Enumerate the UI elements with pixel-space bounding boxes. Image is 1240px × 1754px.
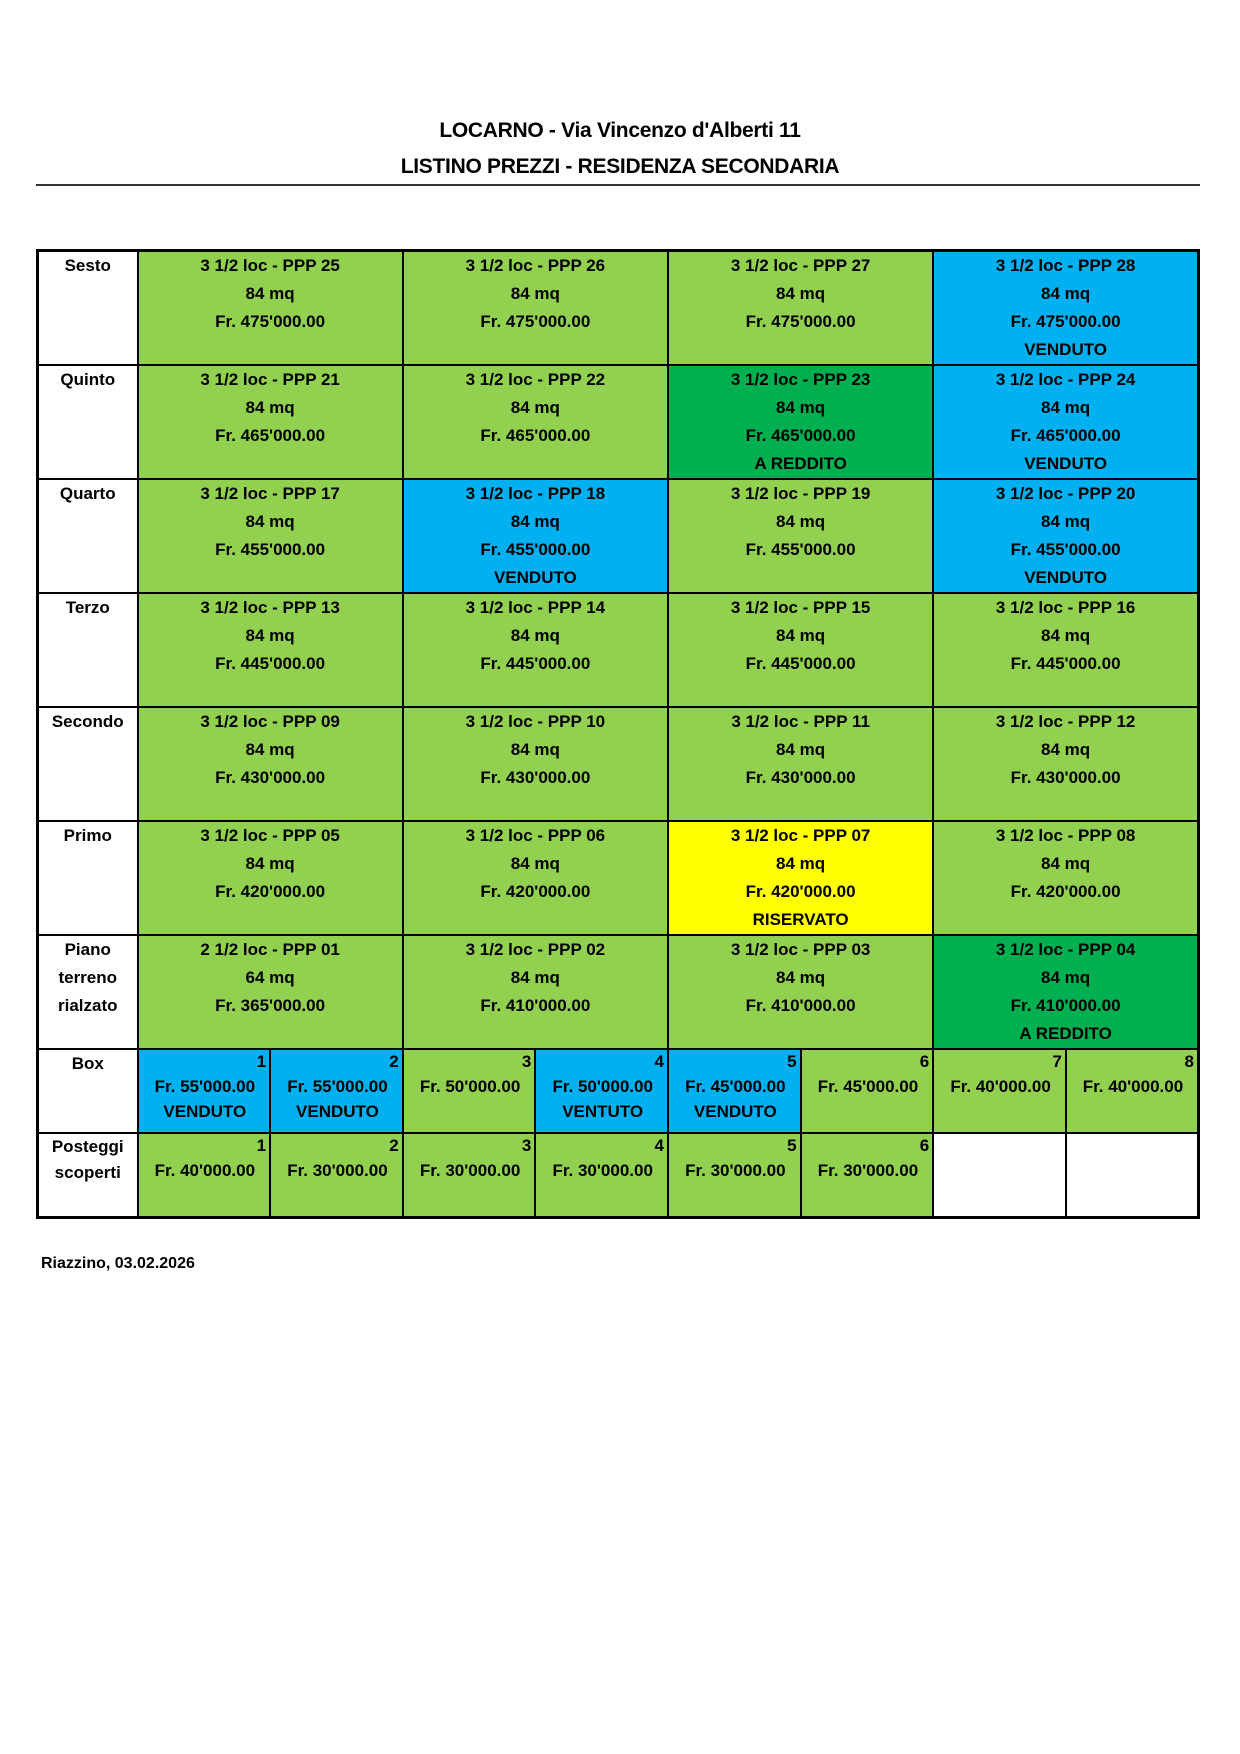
unit-cell[interactable] (138, 251, 403, 366)
unit-type: 3 1/2 loc - PPP 23 (730, 370, 871, 389)
unit-price: Fr. 445'000.00 (745, 654, 856, 673)
unit-cell[interactable] (668, 935, 933, 1049)
unit-type: 3 1/2 loc - PPP 15 (730, 598, 871, 617)
unit-status (404, 678, 667, 706)
parking-cell[interactable] (138, 1133, 271, 1218)
unit-price: Fr. 430'000.00 (215, 768, 326, 787)
unit-price: Fr. 465'000.00 (480, 426, 591, 445)
unit-type: 3 1/2 loc - PPP 27 (730, 256, 871, 275)
box-price: Fr. 40'000.00 (950, 1077, 1051, 1096)
parking-label (38, 1133, 138, 1218)
box-price: Fr. 45'000.00 (817, 1077, 919, 1096)
unit-type: 3 1/2 loc - PPP 17 (200, 484, 340, 503)
unit-area: 84 mq (776, 626, 826, 645)
unit-status: A REDDITO (1019, 1024, 1112, 1043)
unit-area: 84 mq (1041, 512, 1091, 531)
box-row (38, 1049, 1199, 1133)
floor-row (38, 479, 1199, 593)
unit-cell[interactable] (138, 593, 403, 707)
unit-type: 3 1/2 loc - PPP 09 (200, 712, 340, 731)
parking-price: Fr. 40'000.00 (154, 1161, 256, 1180)
floor-label-line: Piano (64, 940, 111, 959)
unit-price: Fr. 365'000.00 (215, 996, 326, 1015)
box-cell[interactable] (403, 1049, 536, 1133)
box-status: VENDUTO (296, 1102, 379, 1121)
parking-cell[interactable] (403, 1133, 536, 1218)
unit-status (139, 1020, 402, 1048)
box-number: 7 (1052, 1052, 1062, 1071)
parking-price: Fr. 30'000.00 (817, 1161, 919, 1180)
price-list-table (36, 249, 1200, 1219)
parking-number (1067, 1134, 1197, 1158)
parking-price: Fr. 30'000.00 (419, 1161, 521, 1180)
parking-cell[interactable] (270, 1133, 403, 1218)
unit-cell[interactable] (933, 479, 1198, 593)
unit-price: Fr. 445'000.00 (1010, 654, 1121, 673)
unit-area: 84 mq (245, 740, 295, 759)
floor-label-line: rialzato (57, 996, 118, 1015)
unit-cell[interactable] (668, 707, 933, 821)
unit-area: 84 mq (510, 740, 560, 759)
unit-status (669, 1020, 932, 1048)
unit-cell[interactable] (933, 707, 1198, 821)
unit-price: Fr. 410'000.00 (745, 996, 856, 1015)
floor-label: Primo (38, 821, 138, 935)
unit-area: 84 mq (1041, 398, 1091, 417)
unit-price: Fr. 455'000.00 (745, 540, 856, 559)
document-title: LOCARNO - Via Vincenzo d'Alberti 11 (439, 119, 801, 142)
box-price: Fr. 50'000.00 (419, 1077, 521, 1096)
parking-label-line: Posteggi (51, 1137, 124, 1156)
box-cell[interactable] (270, 1049, 403, 1133)
unit-type: 3 1/2 loc - PPP 03 (730, 940, 871, 959)
parking-number: 1 (256, 1136, 267, 1155)
unit-price: Fr. 465'000.00 (1010, 426, 1121, 445)
unit-cell[interactable] (403, 251, 668, 366)
unit-cell[interactable] (668, 479, 933, 593)
unit-area: 84 mq (776, 512, 826, 531)
box-cell[interactable] (668, 1049, 801, 1133)
unit-price: Fr. 465'000.00 (215, 426, 326, 445)
box-number: 2 (389, 1052, 399, 1071)
box-number: 5 (787, 1052, 797, 1071)
unit-area: 84 mq (776, 740, 826, 759)
unit-type: 3 1/2 loc - PPP 20 (995, 484, 1136, 503)
unit-price: Fr. 475'000.00 (745, 312, 856, 331)
box-number: 6 (919, 1052, 930, 1071)
box-price: Fr. 40'000.00 (1082, 1077, 1184, 1096)
box-cell[interactable] (801, 1049, 934, 1133)
floor-label: Quarto (38, 479, 138, 593)
unit-status (934, 678, 1197, 706)
unit-area: 84 mq (510, 284, 560, 303)
unit-price: Fr. 420'000.00 (480, 882, 591, 901)
unit-area: 84 mq (245, 512, 295, 531)
unit-status (139, 564, 402, 592)
unit-cell[interactable] (668, 821, 933, 935)
unit-area: 84 mq (776, 968, 826, 987)
unit-type: 3 1/2 loc - PPP 24 (995, 370, 1136, 389)
unit-cell[interactable] (138, 821, 403, 935)
parking-number: 6 (919, 1136, 930, 1155)
unit-status (934, 906, 1197, 934)
floor-label: Secondo (38, 707, 138, 821)
unit-cell[interactable] (933, 593, 1198, 707)
unit-type: 3 1/2 loc - PPP 16 (995, 598, 1136, 617)
unit-area: 84 mq (1041, 284, 1091, 303)
unit-status (934, 792, 1197, 820)
unit-price: Fr. 420'000.00 (1010, 882, 1121, 901)
unit-price: Fr. 475'000.00 (480, 312, 591, 331)
unit-status (139, 678, 402, 706)
unit-type: 3 1/2 loc - PPP 22 (465, 370, 606, 389)
parking-price: Fr. 30'000.00 (552, 1161, 653, 1180)
box-price: Fr. 45'000.00 (685, 1077, 786, 1096)
floor-row (38, 593, 1199, 707)
unit-cell[interactable] (403, 479, 668, 593)
unit-price: Fr. 455'000.00 (215, 540, 326, 559)
unit-area: 84 mq (1041, 626, 1091, 645)
parking-price: Fr. 30'000.00 (685, 1161, 786, 1180)
box-label: Box (38, 1049, 138, 1133)
unit-type: 3 1/2 loc - PPP 07 (730, 826, 871, 845)
unit-status (139, 336, 402, 364)
unit-area: 84 mq (245, 626, 295, 645)
unit-status (404, 450, 667, 478)
parking-cell[interactable] (801, 1133, 934, 1218)
box-cell[interactable] (535, 1049, 668, 1133)
unit-cell[interactable] (668, 365, 933, 479)
parking-price (934, 1158, 1065, 1184)
unit-price: Fr. 430'000.00 (480, 768, 591, 787)
floor-row (38, 251, 1199, 366)
box-cell[interactable] (138, 1049, 271, 1133)
box-cell[interactable] (933, 1049, 1066, 1133)
floor-label: Terzo (38, 593, 138, 707)
unit-area: 84 mq (1041, 854, 1091, 873)
parking-price: Fr. 30'000.00 (287, 1161, 388, 1180)
unit-area: 84 mq (510, 968, 560, 987)
unit-cell[interactable] (403, 593, 668, 707)
unit-price: Fr. 475'000.00 (1010, 312, 1121, 331)
unit-status (669, 792, 932, 820)
unit-type: 3 1/2 loc - PPP 05 (200, 826, 340, 845)
unit-status (139, 450, 402, 478)
box-number: 4 (654, 1052, 664, 1071)
unit-price: Fr. 430'000.00 (1010, 768, 1121, 787)
empty-cell (933, 1133, 1066, 1218)
box-status: VENDUTO (163, 1102, 247, 1121)
unit-price: Fr. 420'000.00 (215, 882, 326, 901)
unit-status (139, 906, 402, 934)
unit-area: 84 mq (510, 512, 560, 531)
parking-number: 3 (521, 1136, 532, 1155)
parking-price (1067, 1158, 1197, 1184)
floor-row (38, 935, 1199, 1049)
unit-status (669, 336, 932, 364)
unit-type: 3 1/2 loc - PPP 11 (731, 712, 870, 731)
unit-price: Fr. 410'000.00 (1010, 996, 1121, 1015)
box-number: 1 (256, 1052, 267, 1071)
unit-price: Fr. 445'000.00 (215, 654, 326, 673)
unit-cell[interactable] (933, 251, 1198, 366)
unit-area: 84 mq (245, 854, 295, 873)
box-status: VENTUTO (562, 1102, 644, 1121)
box-cell[interactable] (1066, 1049, 1199, 1133)
unit-price: Fr. 475'000.00 (215, 312, 326, 331)
unit-status (404, 336, 667, 364)
unit-price: Fr. 420'000.00 (745, 882, 856, 901)
unit-type: 3 1/2 loc - PPP 06 (465, 826, 606, 845)
unit-price: Fr. 410'000.00 (480, 996, 591, 1015)
unit-area: 84 mq (776, 854, 826, 873)
unit-area: 84 mq (1041, 740, 1091, 759)
floor-label: Sesto (38, 251, 138, 366)
empty-cell (1066, 1133, 1199, 1218)
unit-type: 3 1/2 loc - PPP 02 (465, 940, 606, 959)
unit-area: 84 mq (510, 626, 560, 645)
unit-type: 3 1/2 loc - PPP 13 (200, 598, 340, 617)
parking-label-line: scoperti (54, 1163, 121, 1182)
floor-label: Quinto (38, 365, 138, 479)
unit-status: VENDUTO (1024, 454, 1108, 473)
unit-cell[interactable] (403, 935, 668, 1049)
unit-type: 3 1/2 loc - PPP 25 (200, 256, 340, 275)
unit-status: VENDUTO (1024, 568, 1108, 587)
unit-status (404, 906, 667, 934)
unit-price: Fr. 465'000.00 (745, 426, 856, 445)
unit-cell[interactable] (403, 707, 668, 821)
unit-area: 84 mq (245, 398, 295, 417)
box-status: VENDUTO (693, 1102, 777, 1121)
unit-type: 3 1/2 loc - PPP 28 (995, 256, 1136, 275)
unit-type: 3 1/2 loc - PPP 08 (995, 826, 1136, 845)
parking-cell[interactable] (535, 1133, 668, 1218)
unit-type: 3 1/2 loc - PPP 21 (200, 370, 340, 389)
unit-type: 3 1/2 loc - PPP 14 (465, 598, 606, 617)
unit-area: 84 mq (776, 284, 826, 303)
place-date: Riazzino, 03.02.2026 (41, 1255, 195, 1272)
unit-area: 84 mq (510, 854, 560, 873)
unit-status: VENDUTO (493, 568, 577, 587)
unit-type: 3 1/2 loc - PPP 10 (465, 712, 606, 731)
unit-type: 3 1/2 loc - PPP 04 (995, 940, 1136, 959)
unit-type: 2 1/2 loc - PPP 01 (200, 940, 340, 959)
unit-cell[interactable] (668, 593, 933, 707)
unit-cell[interactable] (403, 821, 668, 935)
unit-type: 3 1/2 loc - PPP 18 (465, 484, 606, 503)
floor-row (38, 365, 1199, 479)
unit-status (404, 792, 667, 820)
unit-area: 84 mq (1041, 968, 1091, 987)
unit-area: 64 mq (245, 968, 295, 987)
parking-row (38, 1133, 1199, 1218)
unit-cell[interactable] (933, 365, 1198, 479)
unit-type: 3 1/2 loc - PPP 19 (730, 484, 871, 503)
parking-number: 4 (654, 1136, 664, 1155)
unit-price: Fr. 455'000.00 (480, 540, 591, 559)
floor-row (38, 707, 1199, 821)
box-price: Fr. 55'000.00 (287, 1077, 388, 1096)
unit-status (139, 792, 402, 820)
unit-price: Fr. 430'000.00 (745, 768, 856, 787)
unit-price: Fr. 455'000.00 (1010, 540, 1121, 559)
unit-cell[interactable] (668, 251, 933, 366)
unit-status (669, 564, 932, 592)
unit-cell[interactable] (933, 821, 1198, 935)
unit-price: Fr. 445'000.00 (480, 654, 591, 673)
parking-number: 2 (389, 1136, 399, 1155)
parking-cell[interactable] (668, 1133, 801, 1218)
box-price: Fr. 55'000.00 (154, 1077, 256, 1096)
unit-status: VENDUTO (1024, 340, 1108, 359)
unit-cell[interactable] (138, 707, 403, 821)
unit-cell[interactable] (933, 935, 1198, 1049)
parking-number (934, 1134, 1065, 1158)
box-price: Fr. 50'000.00 (552, 1077, 653, 1096)
box-number: 8 (1184, 1052, 1194, 1071)
box-number: 3 (521, 1052, 532, 1071)
unit-type: 3 1/2 loc - PPP 12 (995, 712, 1136, 731)
unit-status: RISERVATO (752, 910, 849, 929)
unit-status: A REDDITO (754, 454, 847, 473)
unit-area: 84 mq (510, 398, 560, 417)
unit-area: 84 mq (776, 398, 826, 417)
unit-status (669, 678, 932, 706)
unit-cell[interactable] (138, 935, 403, 1049)
unit-area: 84 mq (245, 284, 295, 303)
floor-label-line: terreno (58, 968, 118, 987)
floor-label (38, 935, 138, 1049)
unit-type: 3 1/2 loc - PPP 26 (465, 256, 606, 275)
header-divider (36, 184, 1200, 186)
unit-cell[interactable] (138, 479, 403, 593)
unit-cell[interactable] (138, 365, 403, 479)
floor-row (38, 821, 1199, 935)
unit-status (404, 1020, 667, 1048)
parking-number: 5 (787, 1136, 797, 1155)
unit-cell[interactable] (403, 365, 668, 479)
document-subtitle: LISTINO PREZZI - RESIDENZA SECONDARIA (400, 155, 840, 178)
